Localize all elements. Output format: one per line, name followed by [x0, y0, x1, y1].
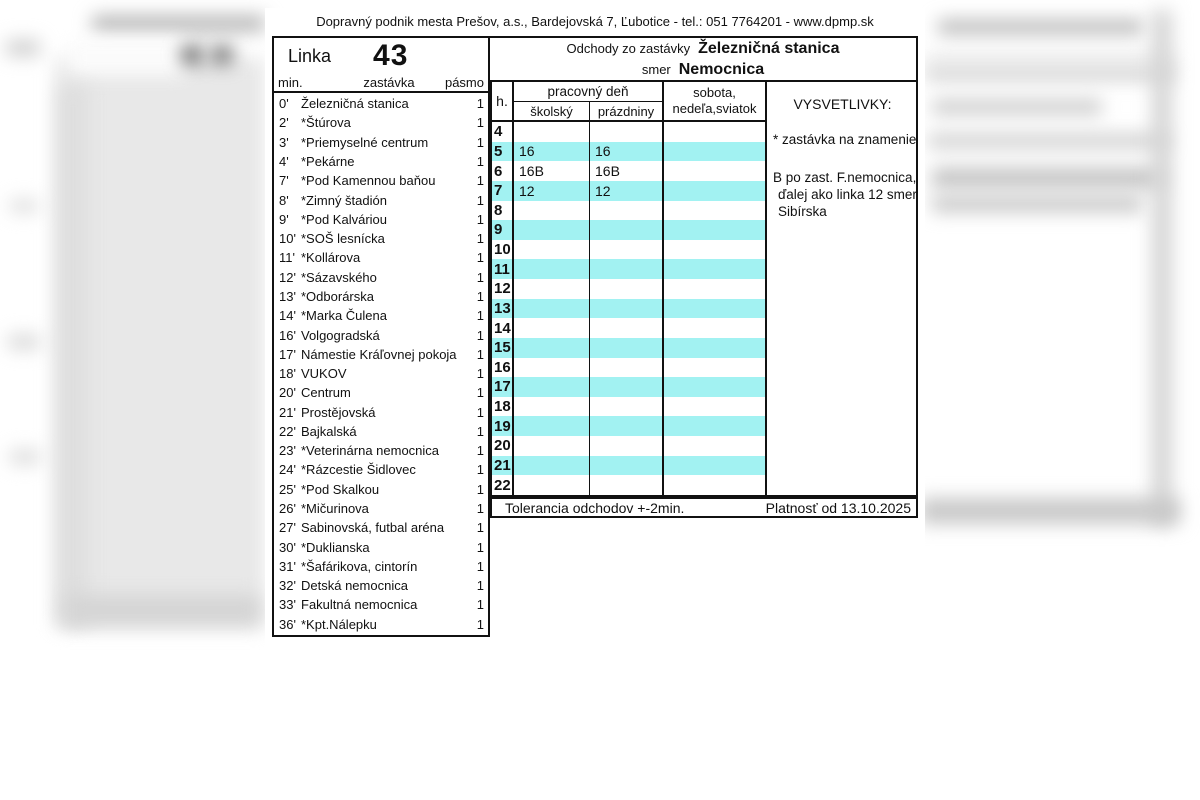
- weekend-departures-cell: [664, 318, 765, 338]
- stop-row: [274, 190, 488, 209]
- stop-name: VUKOV: [301, 366, 347, 382]
- stop-name: *SOŠ lesnícka: [301, 231, 385, 247]
- school-departures-cell: [514, 416, 590, 436]
- timetable-row: [492, 181, 765, 201]
- timetable-row: [492, 299, 765, 319]
- timetable-row: [492, 436, 765, 456]
- background-blur-right-bar7: [932, 196, 1142, 212]
- background-blur-left-headerbar: [92, 16, 265, 31]
- timetable-row: [492, 259, 765, 279]
- school-departures-cell: [514, 299, 590, 319]
- school-departures-cell: [514, 240, 590, 260]
- departures-line: [490, 38, 916, 59]
- stop-zone: 1: [476, 404, 484, 420]
- background-blur-left-mark4: [10, 450, 40, 464]
- background-blur-right-strip: [1152, 10, 1172, 525]
- stop-minute: 23': [279, 443, 296, 459]
- hour-cell: 17: [492, 377, 514, 397]
- stop-row: [274, 364, 488, 383]
- holiday-header: prázdniny: [597, 103, 655, 119]
- direction-label: smer: [641, 62, 671, 77]
- stop-minute: 21': [279, 404, 296, 420]
- school-departures-cell: [514, 358, 590, 378]
- school-departures-cell: [514, 201, 590, 221]
- stop-row: [274, 480, 488, 499]
- hour-cell: 12: [492, 279, 514, 299]
- stop-name: *Veterinárna nemocnica: [301, 443, 440, 459]
- stop-row: [274, 499, 488, 518]
- holiday-departures-cell: [590, 358, 664, 378]
- stop-name: *Kpt.Nálepku: [301, 616, 377, 632]
- stop-zone: 1: [476, 443, 484, 459]
- stop-minute: 36': [279, 616, 296, 632]
- origin-stop: Železničná stanica: [698, 40, 840, 57]
- stop-row: [274, 537, 488, 556]
- stop-zone: 1: [476, 578, 484, 594]
- holiday-departures-cell: [590, 201, 664, 221]
- stop-zone: 1: [476, 327, 484, 343]
- weekend-header-line2: nedeľa,sviatok: [672, 101, 757, 116]
- stop-name: *Sázavského: [301, 269, 377, 285]
- workday-column-group: [514, 82, 664, 120]
- stop-minute: 0': [279, 96, 289, 112]
- timetable-row: [492, 338, 765, 358]
- stop-minute: 20': [279, 385, 296, 401]
- stop-column-header: zastávka: [363, 75, 415, 90]
- stop-name: *Pod Kalváriou: [301, 211, 387, 227]
- background-blur-left-mark3: [8, 335, 40, 349]
- weekend-departures-cell: [664, 161, 765, 181]
- stop-zone: 1: [476, 115, 484, 131]
- stop-zone: 1: [476, 539, 484, 555]
- legend-b-note: [773, 169, 917, 220]
- hour-cell: 9: [492, 220, 514, 240]
- timetable-row: [492, 161, 765, 181]
- timetable-row: [492, 475, 765, 495]
- stop-zone: 1: [476, 558, 484, 574]
- hour-cell: 14: [492, 318, 514, 338]
- stop-name: *Marka Čulena: [301, 308, 387, 324]
- hour-cell: 11: [492, 259, 514, 279]
- timetable-document: [265, 8, 925, 648]
- stop-row: [274, 403, 488, 422]
- weekend-departures-cell: [664, 259, 765, 279]
- departures-label: Odchody zo zastávky: [566, 41, 691, 56]
- background-blur-right-bar5: [928, 134, 1168, 148]
- timetable-row: [492, 220, 765, 240]
- stop-minute: 10': [279, 231, 296, 247]
- weekend-departures-cell: [664, 358, 765, 378]
- stop-row: [274, 94, 488, 113]
- background-blur-right-bottom: [920, 498, 1180, 524]
- stop-name: *Kollárova: [301, 250, 361, 266]
- stop-row: [274, 113, 488, 132]
- stop-zone: 1: [476, 173, 484, 189]
- stop-minute: 18': [279, 366, 296, 382]
- holiday-departures-cell: [590, 318, 664, 338]
- stop-minute: 25': [279, 481, 296, 497]
- background-blur-left-mark1: [6, 40, 40, 56]
- direction-line: [490, 59, 916, 80]
- stops-list: [274, 93, 488, 635]
- stop-row: [274, 268, 488, 287]
- stop-zone: 1: [476, 462, 484, 478]
- school-departures-cell: 12: [514, 181, 590, 201]
- stop-row: [274, 557, 488, 576]
- weekend-departures-cell: [664, 122, 765, 142]
- weekend-departures-cell: [664, 220, 765, 240]
- holiday-departures-cell: 16: [590, 142, 664, 162]
- zone-column-header: pásmo: [444, 75, 484, 90]
- stop-row: [274, 422, 488, 441]
- school-departures-cell: [514, 338, 590, 358]
- weekend-departures-cell: [664, 456, 765, 476]
- stop-name: *Mičurinova: [301, 501, 369, 517]
- stop-zone: 1: [476, 269, 484, 285]
- weekend-departures-cell: [664, 201, 765, 221]
- stop-zone: 1: [476, 501, 484, 517]
- school-departures-cell: [514, 220, 590, 240]
- timetable-row: [492, 318, 765, 338]
- holiday-departures-cell: [590, 259, 664, 279]
- background-blur-right-bar2: [925, 55, 1175, 63]
- stop-row: [274, 518, 488, 537]
- weekend-departures-cell: [664, 240, 765, 260]
- company-header: Dopravný podnik mesta Prešov, a.s., Bardejovská 7, Ľubotice - tel.: 051 7764201 - www.dpmp.sk: [316, 14, 874, 29]
- holiday-departures-cell: [590, 436, 664, 456]
- validity-date: Platnosť od 13.10.2025: [765, 499, 911, 516]
- holiday-departures-cell: [590, 220, 664, 240]
- stop-zone: 1: [476, 366, 484, 382]
- legend-panel: [765, 80, 918, 497]
- stop-zone: 1: [476, 250, 484, 266]
- tolerance-note: Tolerancia odchodov +-2min.: [505, 499, 685, 516]
- weekend-departures-cell: [664, 338, 765, 358]
- legend-on-request-note: * zastávka na znamenie: [773, 132, 917, 147]
- stop-zone: 1: [476, 288, 484, 304]
- stop-minute: 7': [279, 173, 289, 189]
- stop-row: [274, 306, 488, 325]
- grid-header: [492, 82, 765, 122]
- hour-cell: 22: [492, 475, 514, 495]
- holiday-departures-cell: [590, 122, 664, 142]
- stop-name: Námestie Kráľovnej pokoja: [301, 346, 457, 362]
- stop-zone: 1: [476, 423, 484, 439]
- stop-name: Fakultná nemocnica: [301, 597, 418, 613]
- departures-header: [490, 36, 918, 80]
- background-blur-left-patch: [68, 40, 188, 76]
- weekend-header: [664, 82, 765, 120]
- stop-minute: 3': [279, 134, 289, 150]
- stop-minute: 27': [279, 520, 296, 536]
- line-label: Linka: [288, 45, 332, 66]
- timetable-row: [492, 358, 765, 378]
- hour-cell: 21: [492, 456, 514, 476]
- grid-body: [492, 122, 765, 495]
- holiday-departures-cell: [590, 397, 664, 417]
- stop-name: Prostějovská: [301, 404, 376, 420]
- legend-b-line2: ďalej ako linka 12 smer: [778, 187, 917, 202]
- stop-minute: 26': [279, 501, 296, 517]
- stop-name: *Pod Kamennou baňou: [301, 173, 436, 189]
- background-blur-left-bottom: [65, 595, 260, 625]
- legend-b-line1: B po zast. F.nemocnica,: [773, 170, 917, 185]
- timetable-row: [492, 122, 765, 142]
- stop-zone: 1: [476, 192, 484, 208]
- timetable-row: [492, 201, 765, 221]
- background-blur-right-bar1: [938, 20, 1143, 34]
- workday-header: pracovný deň: [514, 82, 662, 102]
- stop-name: Centrum: [301, 385, 351, 401]
- stop-minute: 13': [279, 288, 296, 304]
- workday-subheaders: [514, 102, 662, 120]
- stop-name: *Rázcestie Šidlovec: [301, 462, 416, 478]
- school-departures-cell: [514, 436, 590, 456]
- timetable-row: [492, 240, 765, 260]
- holiday-departures-cell: [590, 299, 664, 319]
- stop-zone: 1: [476, 385, 484, 401]
- holiday-departures-cell: [590, 377, 664, 397]
- stop-name: *Šafárikova, cintorín: [301, 558, 418, 574]
- school-departures-cell: [514, 259, 590, 279]
- hour-cell: 19: [492, 416, 514, 436]
- stop-minute: 8': [279, 192, 289, 208]
- school-departures-cell: [514, 122, 590, 142]
- school-departures-cell: [514, 456, 590, 476]
- holiday-departures-cell: [590, 456, 664, 476]
- hour-cell: 13: [492, 299, 514, 319]
- weekend-departures-cell: [664, 416, 765, 436]
- legend-b-line3: Sibírska: [778, 204, 827, 219]
- stop-row: [274, 460, 488, 479]
- weekend-departures-cell: [664, 181, 765, 201]
- school-departures-cell: [514, 397, 590, 417]
- holiday-departures-cell: [590, 279, 664, 299]
- stop-row: [274, 171, 488, 190]
- direction-value: Nemocnica: [678, 61, 765, 78]
- stop-zone: 1: [476, 134, 484, 150]
- school-departures-cell: [514, 318, 590, 338]
- stop-row: [274, 615, 488, 634]
- stop-name: Detská nemocnica: [301, 578, 408, 594]
- line-header: [274, 38, 488, 74]
- stop-name: *Priemyselné centrum: [301, 134, 429, 150]
- stop-name: *Duklianska: [301, 539, 370, 555]
- hour-cell: 7: [492, 181, 514, 201]
- stop-minute: 33': [279, 597, 296, 613]
- stop-name: Bajkalská: [301, 423, 357, 439]
- weekend-departures-cell: [664, 397, 765, 417]
- timetable-row: [492, 279, 765, 299]
- stop-zone: 1: [476, 211, 484, 227]
- stop-minute: 24': [279, 462, 296, 478]
- stop-row: [274, 229, 488, 248]
- hour-cell: 6: [492, 161, 514, 181]
- stop-zone: 1: [476, 153, 484, 169]
- stop-minute: 12': [279, 269, 296, 285]
- legend-title: VYSVETLIVKY:: [793, 96, 892, 112]
- hour-cell: 8: [492, 201, 514, 221]
- timetable-row: [492, 377, 765, 397]
- stop-zone: 1: [476, 520, 484, 536]
- stop-minute: 30': [279, 539, 296, 555]
- grid-footer: [490, 497, 918, 518]
- stop-row: [274, 383, 488, 402]
- stop-row: [274, 325, 488, 344]
- holiday-departures-cell: 16B: [590, 161, 664, 181]
- holiday-departures-cell: [590, 475, 664, 495]
- departure-grid: [490, 80, 765, 497]
- stop-minute: 2': [279, 115, 289, 131]
- background-blur-right-bar3: [925, 68, 1175, 80]
- stop-name: Sabinovská, futbal aréna: [301, 520, 445, 536]
- line-number: 43: [373, 39, 409, 72]
- school-departures-cell: [514, 377, 590, 397]
- stop-name: *Pekárne: [301, 153, 355, 169]
- background-blur-right-bar4: [932, 100, 1102, 114]
- min-column-header: min.: [278, 75, 303, 90]
- stop-zone: 1: [476, 231, 484, 247]
- stop-minute: 11': [279, 250, 295, 266]
- stop-row: [274, 210, 488, 229]
- timetable-row: [492, 142, 765, 162]
- hour-cell: 20: [492, 436, 514, 456]
- stop-row: [274, 441, 488, 460]
- weekend-departures-cell: [664, 299, 765, 319]
- stop-row: [274, 152, 488, 171]
- holiday-departures-cell: 12: [590, 181, 664, 201]
- weekend-departures-cell: [664, 475, 765, 495]
- stop-row: [274, 576, 488, 595]
- timetable-row: [492, 456, 765, 476]
- stop-minute: 31': [279, 558, 296, 574]
- school-header: školský: [514, 102, 590, 120]
- stops-panel: [272, 36, 490, 637]
- stop-minute: 9': [279, 211, 289, 227]
- hour-cell: 16: [492, 358, 514, 378]
- stop-name: Železničná stanica: [301, 96, 409, 112]
- weekend-header-line1: sobota,: [693, 85, 736, 100]
- stop-zone: 1: [476, 481, 484, 497]
- stop-name: Volgogradská: [301, 327, 380, 343]
- school-departures-cell: [514, 279, 590, 299]
- stop-row: [274, 595, 488, 614]
- timetable-row: [492, 397, 765, 417]
- stop-minute: 32': [279, 578, 296, 594]
- hour-cell: 5: [492, 142, 514, 162]
- weekend-departures-cell: [664, 436, 765, 456]
- holiday-departures-cell: [590, 338, 664, 358]
- background-blur-left-number2: [212, 46, 232, 64]
- stop-minute: 14': [279, 308, 296, 324]
- stop-name: *Odborárska: [301, 288, 374, 304]
- stop-row: [274, 345, 488, 364]
- stop-zone: 1: [476, 308, 484, 324]
- stop-row: [274, 248, 488, 267]
- weekend-departures-cell: [664, 279, 765, 299]
- timetable-row: [492, 416, 765, 436]
- stop-minute: 22': [279, 423, 296, 439]
- stop-zone: 1: [476, 96, 484, 112]
- holiday-departures-cell: [590, 416, 664, 436]
- hour-column-header: h.: [492, 82, 514, 120]
- background-blur-left-mark2: [10, 200, 38, 212]
- background-blur-right-bar6: [932, 168, 1162, 188]
- weekend-departures-cell: [664, 142, 765, 162]
- stop-row: [274, 133, 488, 152]
- stop-name: *Pod Skalkou: [301, 481, 380, 497]
- stops-column-headers: [274, 74, 488, 93]
- stop-row: [274, 287, 488, 306]
- hour-cell: 15: [492, 338, 514, 358]
- stop-zone: 1: [476, 597, 484, 613]
- holiday-departures-cell: [590, 240, 664, 260]
- stop-zone: 1: [476, 346, 484, 362]
- stop-minute: 16': [279, 327, 296, 343]
- school-departures-cell: 16B: [514, 161, 590, 181]
- stop-zone: 1: [476, 616, 484, 632]
- stop-minute: 17': [279, 346, 296, 362]
- hour-cell: 4: [492, 122, 514, 142]
- stop-name: *Štúrova: [301, 115, 351, 131]
- school-departures-cell: 16: [514, 142, 590, 162]
- school-departures-cell: [514, 475, 590, 495]
- background-blur-left-strip: [58, 85, 88, 625]
- stop-name: *Zimný štadión: [301, 192, 387, 208]
- hour-cell: 18: [492, 397, 514, 417]
- background-blur-left-number: [182, 46, 202, 64]
- stop-minute: 4': [279, 153, 289, 169]
- hour-cell: 10: [492, 240, 514, 260]
- weekend-departures-cell: [664, 377, 765, 397]
